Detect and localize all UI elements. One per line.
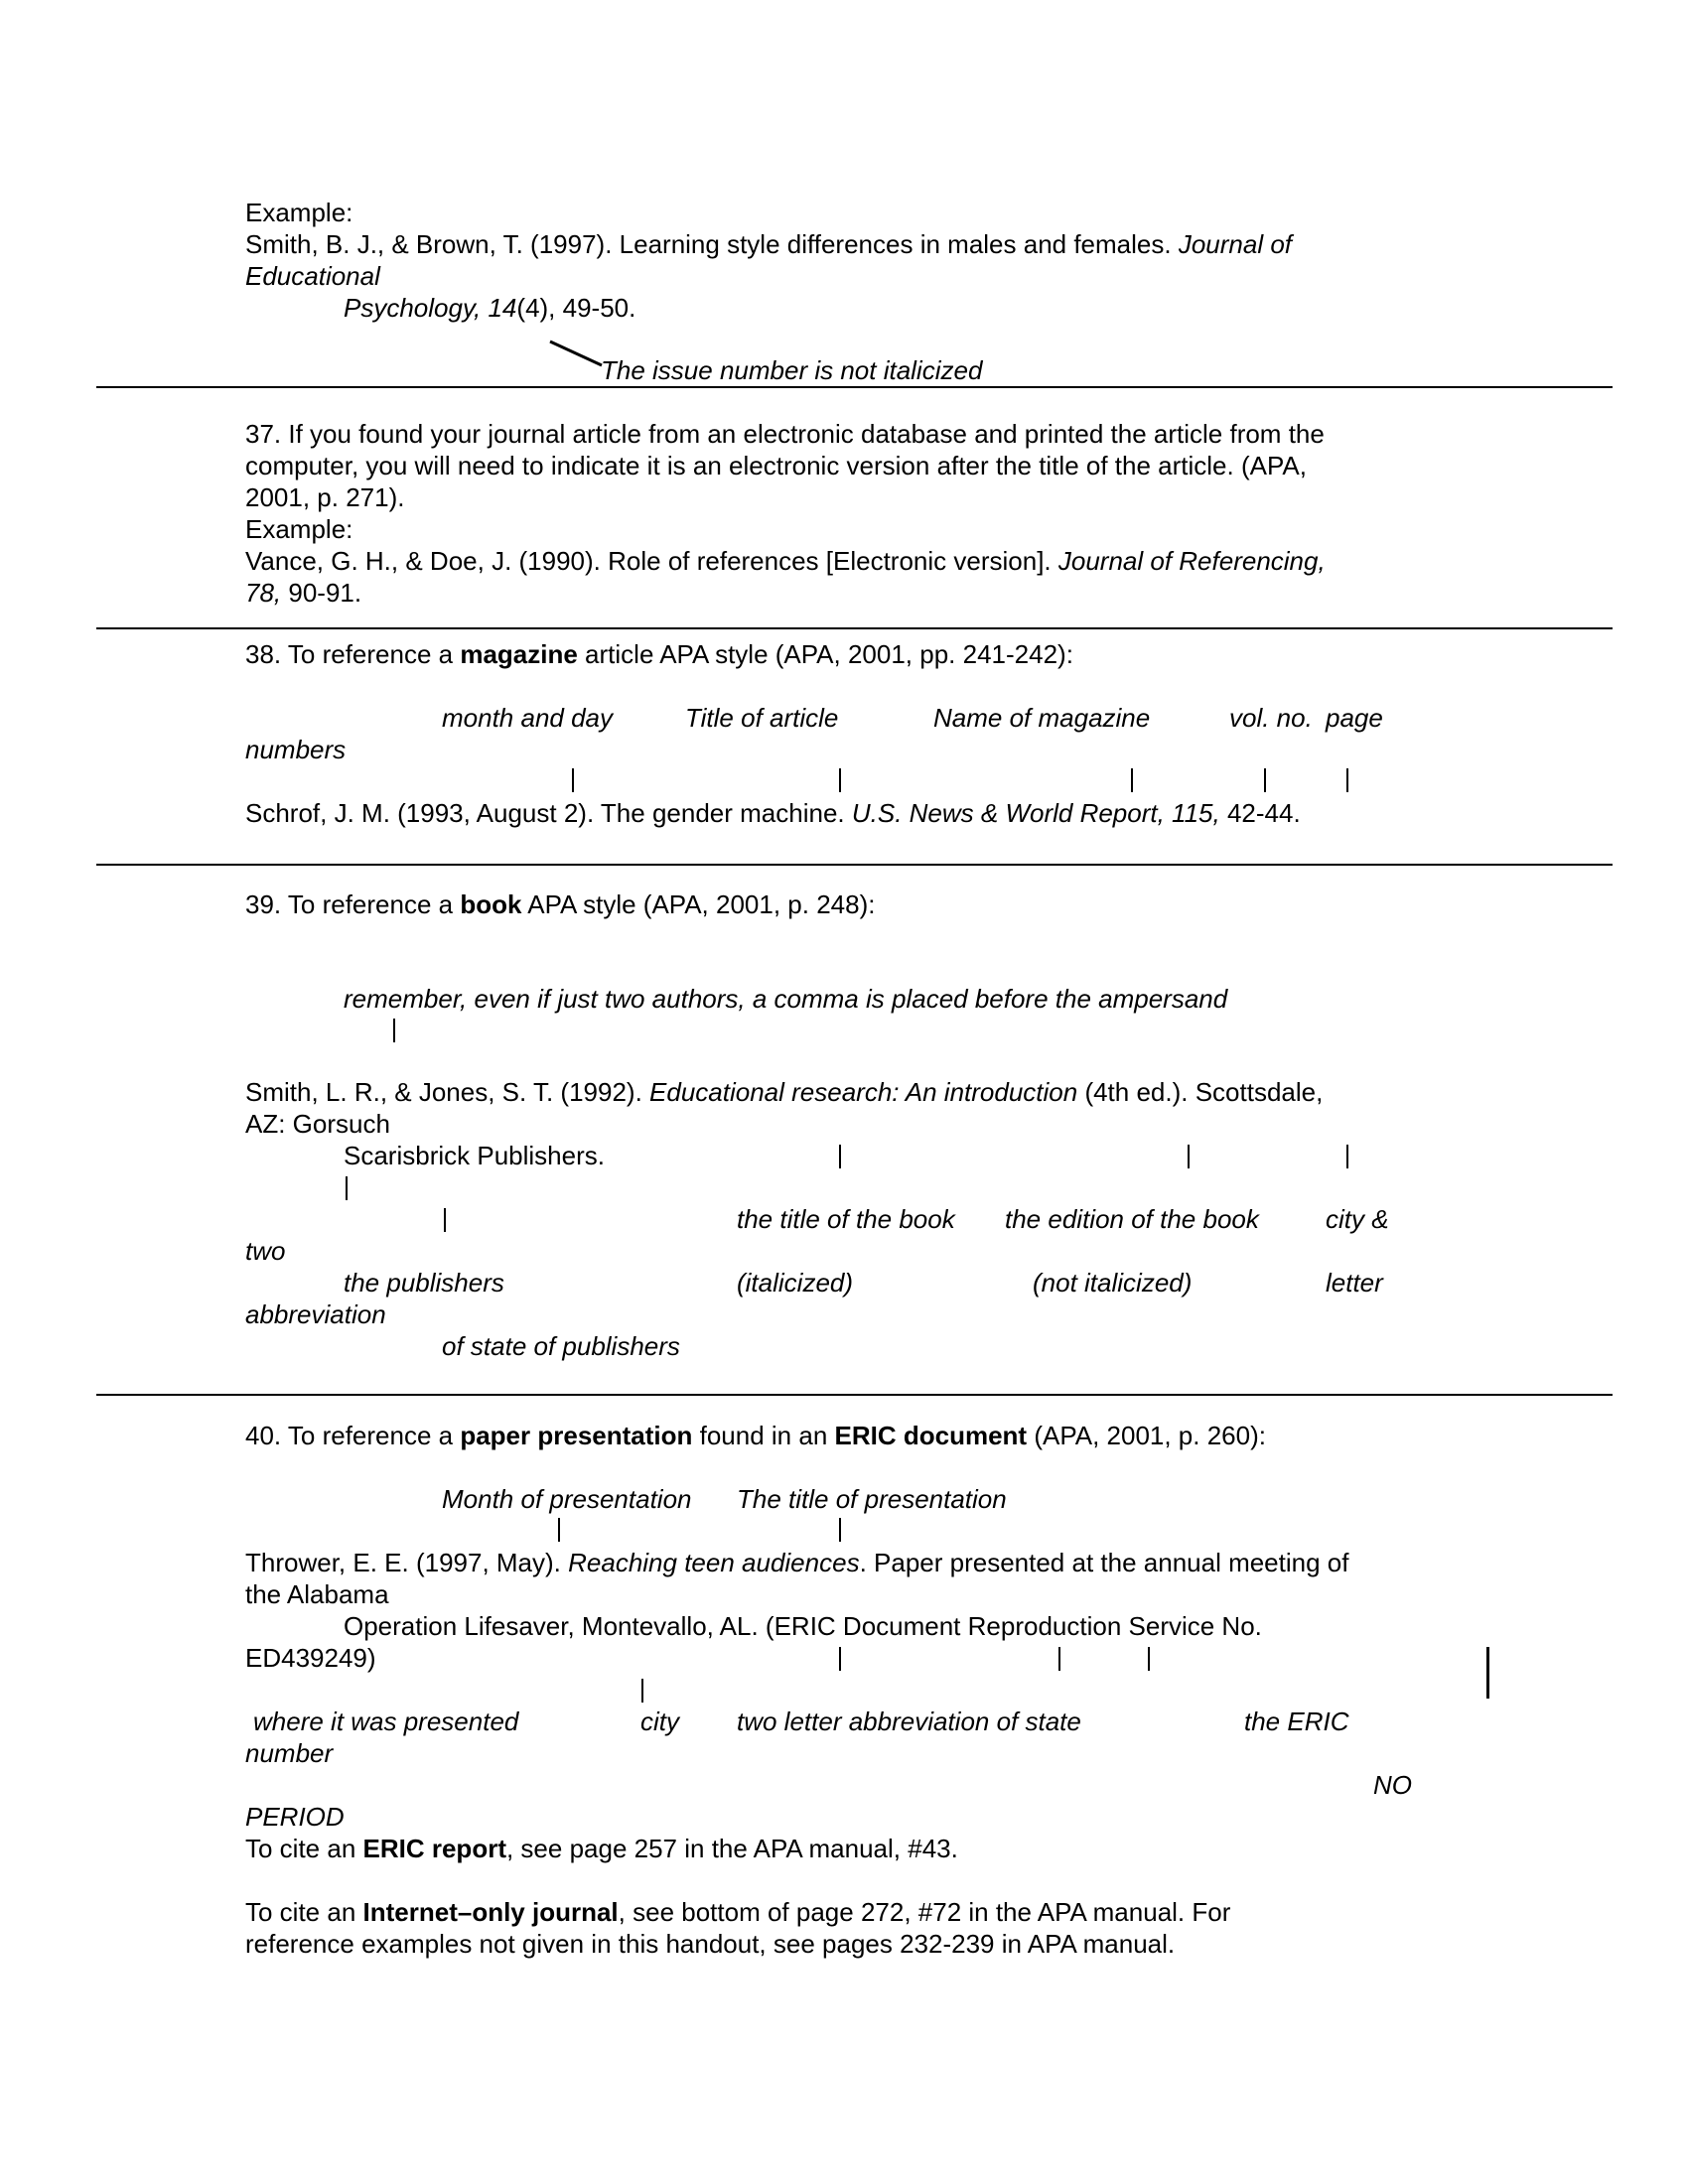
reference-text: Smith, B. J., & Brown, T. (1997). Learning style differences in males and females. — [245, 229, 1179, 259]
journal-name: Journal of — [1178, 229, 1293, 259]
note-text: , see page 257 in the APA manual, #43. — [505, 1834, 958, 1863]
label-state: of state of publishers — [442, 1331, 680, 1361]
reference-text: Thrower, E. E. (1997, May). — [245, 1548, 569, 1577]
note-keyword: Internet–only journal — [362, 1897, 619, 1927]
label-no: NO — [1373, 1770, 1412, 1800]
pointer-bar — [641, 1679, 643, 1703]
label-title-article: Title of article — [685, 703, 839, 733]
label-abbreviation: abbreviation — [245, 1299, 386, 1329]
label-book-title: the title of the book — [737, 1204, 955, 1234]
pointer-bar — [393, 1019, 395, 1042]
reference-text: (4th ed.). Scottsdale, — [1077, 1077, 1324, 1107]
note-text: To cite an — [245, 1897, 363, 1927]
reference-text: Schrof, J. M. (1993, August 2). The gender machine. — [245, 798, 852, 828]
label-page: page — [1326, 703, 1383, 733]
note-text: , see bottom of page 272, #72 in the APA manual. For — [618, 1897, 1231, 1927]
pointer-bar — [839, 1647, 841, 1671]
pointer-bar — [1148, 1647, 1150, 1671]
reference-line: Operation Lifesaver, Montevallo, AL. (ERIC Document Reproduction Service No. — [344, 1611, 1262, 1641]
section-divider — [96, 386, 1613, 388]
example-label: Example: — [245, 198, 353, 227]
magazine-name: U.S. News & World Report, 115, — [851, 798, 1220, 828]
pointer-line — [546, 338, 606, 371]
presentation-title: Reaching teen audiences — [568, 1548, 860, 1577]
section-divider — [96, 864, 1613, 866]
reference-line — [245, 545, 1326, 577]
reference-line — [245, 1547, 1348, 1578]
heading-keyword: paper presentation — [460, 1421, 693, 1450]
pointer-bar — [1058, 1647, 1060, 1671]
pointer-bar — [572, 768, 574, 792]
note-text: To cite an — [245, 1834, 363, 1863]
section-37-text: 2001, p. 271). — [245, 482, 405, 512]
pointer-bar — [839, 1145, 841, 1168]
pointer-bar — [839, 768, 841, 792]
pointer-bar — [1346, 768, 1348, 792]
heading-text: (APA, 2001, p. 260): — [1027, 1421, 1266, 1450]
section-37-text: 37. If you found your journal article from an electronic database and printed the article from the — [245, 419, 1325, 449]
label-number: number — [245, 1738, 334, 1768]
pointer-bar — [1131, 768, 1133, 792]
section-heading — [245, 1420, 1266, 1451]
label-period: PERIOD — [245, 1802, 345, 1832]
heading-text: 39. To reference a — [245, 889, 461, 919]
label-vol-no: vol. no. — [1229, 703, 1313, 733]
pointer-bar — [1264, 768, 1266, 792]
label-month-presentation: Month of presentation — [442, 1484, 692, 1514]
journal-volume: 78, — [245, 578, 282, 608]
pointer-bar — [1486, 1647, 1489, 1699]
heading-keyword: book — [460, 889, 522, 919]
pointer-bar — [558, 1518, 560, 1542]
reference-line: ED439249) — [245, 1643, 376, 1673]
label-city: city — [640, 1706, 679, 1736]
reference-line — [245, 228, 1292, 260]
heading-text: 40. To reference a — [245, 1421, 461, 1450]
pointer-bar — [1346, 1145, 1348, 1168]
reference-line: Scarisbrick Publishers. — [344, 1141, 605, 1170]
heading-text: 38. To reference a — [245, 639, 461, 669]
label-publishers: the publishers — [344, 1268, 504, 1297]
pointer-bar — [444, 1208, 446, 1232]
footer-note: reference examples not given in this handout, see pages 232-239 in APA manual. — [245, 1929, 1176, 1959]
section-heading — [245, 888, 875, 920]
label-not-italicized: (not italicized) — [1033, 1268, 1193, 1297]
heading-text: APA style (APA, 2001, p. 248): — [521, 889, 876, 919]
reference-text: . Paper presented at the annual meeting of — [859, 1548, 1349, 1577]
heading-text: found in an — [692, 1421, 835, 1450]
annotation-note: remember, even if just two authors, a comma is placed before the ampersand — [344, 984, 1228, 1014]
section-37-text: computer, you will need to indicate it is an electronic version after the title of the article. (APA, — [245, 451, 1307, 480]
label-book-edition: the edition of the book — [1005, 1204, 1259, 1234]
label-where-presented: where it was presented — [253, 1706, 519, 1736]
label-italicized: (italicized) — [737, 1268, 854, 1297]
pointer-bar — [1188, 1145, 1190, 1168]
footer-note — [245, 1896, 1230, 1928]
example-label: Example: — [245, 514, 353, 544]
heading-keyword: ERIC document — [834, 1421, 1028, 1450]
reference-line: AZ: Gorsuch — [245, 1109, 390, 1139]
reference-line — [344, 292, 635, 324]
section-heading — [245, 638, 1073, 670]
label-city: city & — [1326, 1204, 1389, 1234]
section-divider — [96, 1394, 1613, 1396]
label-presentation-title: The title of presentation — [737, 1484, 1007, 1514]
page-range: 42-44. — [1219, 798, 1301, 828]
journal-volume: Psychology, 14 — [344, 293, 517, 323]
heading-text: article APA style (APA, 2001, pp. 241-242): — [577, 639, 1073, 669]
reference-text: Vance, G. H., & Doe, J. (1990). Role of references [Electronic version]. — [245, 546, 1058, 576]
reference-line: the Alabama — [245, 1579, 389, 1609]
label-numbers: numbers — [245, 735, 347, 764]
label-eric: the ERIC — [1244, 1706, 1349, 1736]
pointer-bar — [346, 1176, 348, 1200]
label-two: two — [245, 1236, 286, 1266]
page-range: 90-91. — [281, 578, 362, 608]
label-state-abbreviation: two letter abbreviation of state — [737, 1706, 1081, 1736]
book-title: Educational research: An introduction — [649, 1077, 1078, 1107]
journal-name: Journal of Referencing, — [1057, 546, 1326, 576]
reference-line — [245, 577, 361, 609]
label-magazine-name: Name of magazine — [933, 703, 1151, 733]
footer-note — [245, 1833, 958, 1864]
journal-name-cont: Educational — [245, 261, 380, 291]
section-divider — [96, 627, 1613, 629]
note-keyword: ERIC report — [362, 1834, 506, 1863]
reference-line — [245, 1076, 1323, 1108]
annotation-note: The issue number is not italicized — [601, 355, 983, 385]
heading-keyword: magazine — [460, 639, 578, 669]
issue-pages: (4), 49-50. — [516, 293, 636, 323]
label-month-day: month and day — [442, 703, 614, 733]
label-letter: letter — [1326, 1268, 1383, 1297]
pointer-bar — [839, 1518, 841, 1542]
reference-line — [245, 797, 1301, 829]
reference-text: Smith, L. R., & Jones, S. T. (1992). — [245, 1077, 650, 1107]
